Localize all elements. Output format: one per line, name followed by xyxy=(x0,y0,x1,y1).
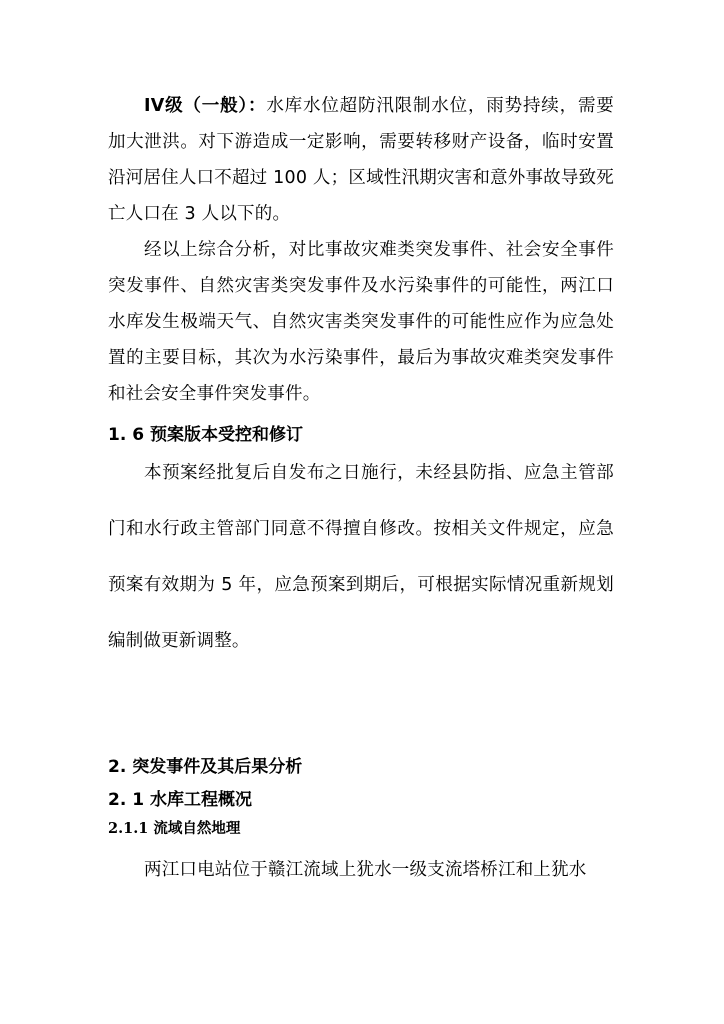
analysis-paragraph: 经以上综合分析，对比事故灾难类突发事件、社会安全事件突发事件、自然灾害类突发事件及水污染事件的可能性，两江口水库发生极端天气、自然灾害类突发事件的可能性应作为应急处置的主要目标，其次为水污染事件，最后为事故灾难类突发事件和社会安全事件突发事件。 xyxy=(108,240,614,404)
section-heading-1-6: 1. 6 预案版本受控和修订 xyxy=(108,425,303,445)
section-heading-2-1: 2. 1 水库工程概况 xyxy=(108,790,252,810)
section-heading-2: 2. 突发事件及其后果分析 xyxy=(108,757,303,777)
level-iv-label: IV级（一般）： xyxy=(144,96,267,116)
level-iv-paragraph xyxy=(108,88,614,232)
level-iv-text: 水库水位超防汛限制水位，雨势持续，需要加大泄洪。对下游造成一定影响，需要转移财产设备，临时安置沿河居住人口不超过 100 人；区域性汛期灾害和意外事故导致死亡人口在 3 人以下的。 xyxy=(108,96,614,224)
section-heading-2-1-1: 2.1.1 流域自然地理 xyxy=(108,820,241,837)
geography-paragraph: 两江口电站位于赣江流域上犹水一级支流塔桥江和上犹水 xyxy=(144,860,587,880)
version-control-paragraph: 本预案经批复后自发布之日施行，未经县防指、应急主管部门和水行政主管部门同意不得擅自修改。按相关文件规定，应急预案有效期为 5 年，应急预案到期后，可根据实际情况重新规划编制做更新调整。 xyxy=(108,463,614,651)
